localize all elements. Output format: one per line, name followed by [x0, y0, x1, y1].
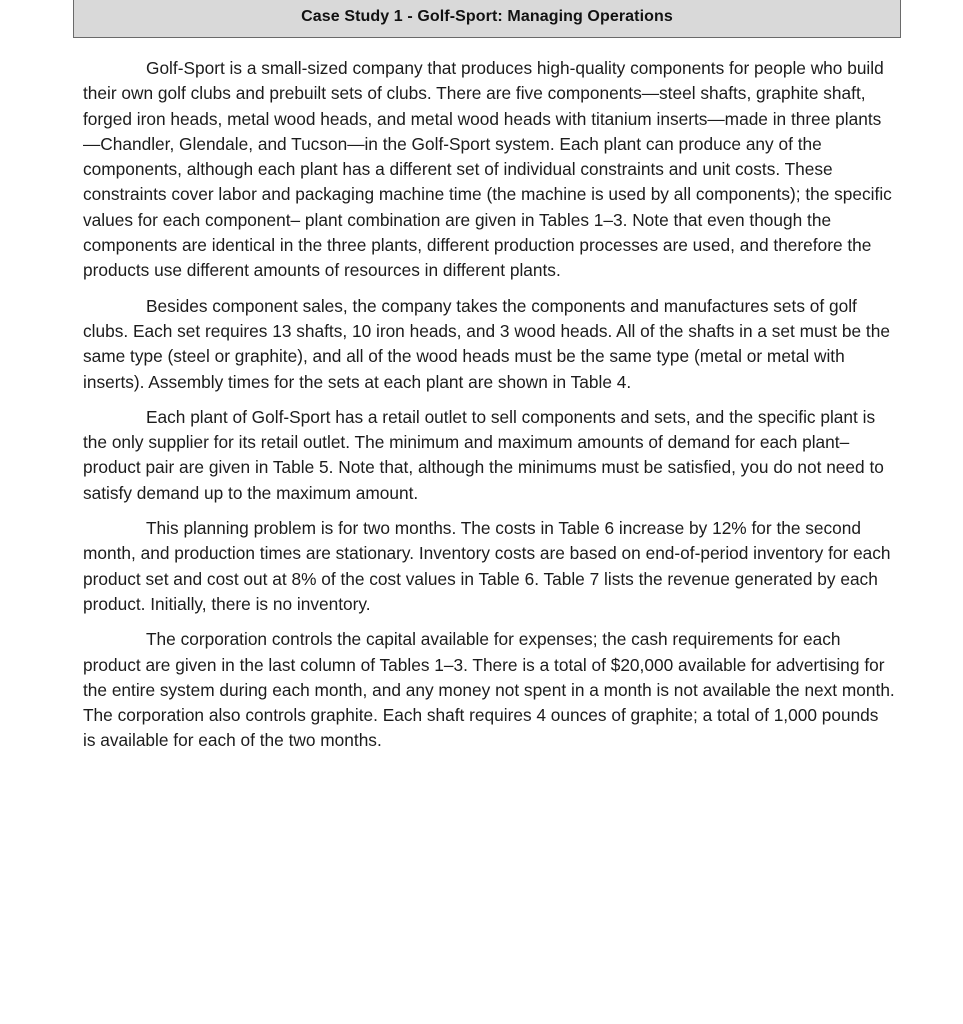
title-bar	[73, 0, 901, 38]
paragraph-1: Golf-Sport is a small-sized company that produces high-quality components for people who build their own golf clubs and prebuilt sets of clubs. There are five components—steel shafts, graphite shaft, forged iron heads, metal wood heads, and metal wood heads with titanium inserts—made in three plants—Chandler, Glendale, and Tucson—in the Golf-Sport system. Each plant can produce any of the components, although each plant has a different set of individual constraints and unit costs. These constraints cover labor and packaging machine time (the machine is used by all components); the specific values for each component– plant combination are given in Tables 1–3. Note that even though the components are identical in the three plants, different production processes are used, and therefore the products use different amounts of resources in different plants.	[83, 58, 892, 281]
paragraph-3: Each plant of Golf-Sport has a retail outlet to sell components and sets, and the specific plant is the only supplier for its retail outlet. The minimum and maximum amounts of demand for each plant–product pair are given in Table 5. Note that, although the minimums must be satisfied, you do not need to satisfy demand up to the maximum amount.	[83, 406, 884, 503]
paragraph-5: The corporation controls the capital available for expenses; the cash requirements for each product are given in the last column of Tables 1–3. There is a total of $20,000 available for advertising for the entire system during each month, and any money not spent in a month is not available the next month. The corporation also controls graphite. Each shaft requires 4 ounces of graphite; a total of 1,000 pounds is available for each of the two months.	[83, 629, 895, 751]
document-body	[83, 56, 895, 764]
document-title: Case Study 1 - Golf-Sport: Managing Operations	[301, 7, 673, 25]
paragraph-4: This planning problem is for two months. The costs in Table 6 increase by 12% for the second month, and production times are stationary. Inventory costs are based on end-of-period inventory for each product set and cost out at 8% of the cost values in Table 6. Table 7 lists the revenue generated by each product. Initially, there is no inventory.	[83, 518, 891, 614]
paragraph-2: Besides component sales, the company takes the components and manufactures sets of golf clubs. Each set requires 13 shafts, 10 iron heads, and 3 wood heads. All of the shafts in a set must be the same type (steel or graphite), and all of the wood heads must be the same type (metal or metal with inserts). Assembly times for the sets at each plant are shown in Table 4.	[83, 295, 890, 392]
